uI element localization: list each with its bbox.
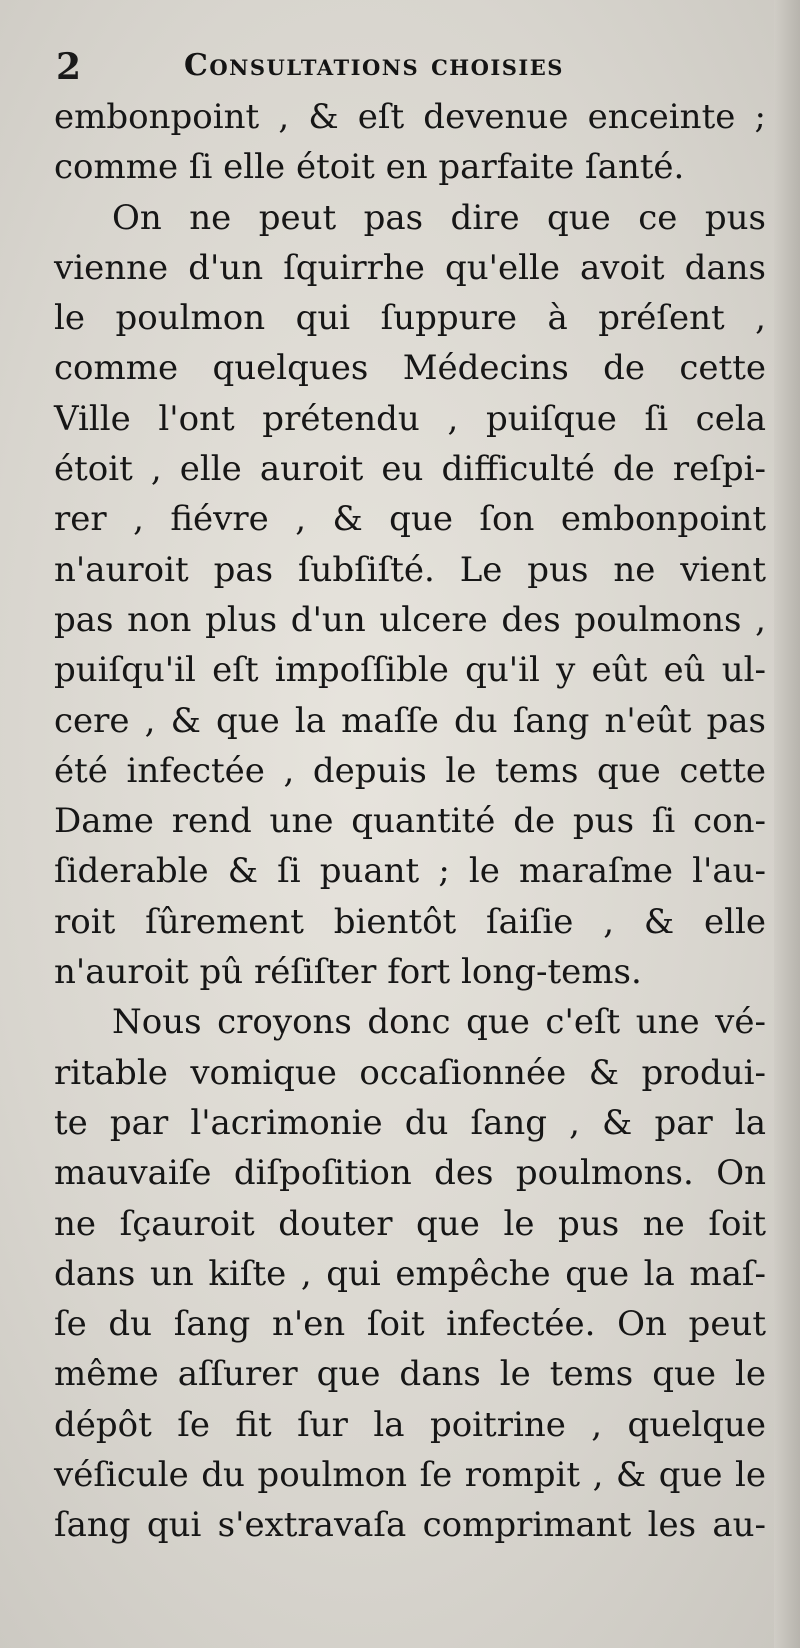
text-line: ſang qui s'extravaſa comprimant les au-: [54, 1505, 766, 1546]
text-line: On ne peut pas dire que ce pus: [112, 197, 766, 238]
text-line: rer , fiévre , & que ſon embonpoint: [54, 499, 766, 540]
text-line: puiſqu'il eſt impoſſible qu'il y eût eû ul-: [54, 650, 766, 691]
text-line: ſiderable & ſi puant ; le maraſme l'au-: [54, 851, 766, 892]
text-line: Dame rend une quantité de pus ſi con-: [54, 801, 766, 842]
text-line: roit ſûrement bientôt ſaiſie , & elle: [54, 901, 766, 942]
text-line: dans un kiſte , qui empêche que la maſ-: [54, 1253, 766, 1294]
text-line: Nous croyons donc que c'eſt une vé-: [112, 1002, 766, 1043]
text-line: été infectée , depuis le tems que cette: [54, 750, 766, 791]
text-line: ritable vomique occaſionnée & produi-: [54, 1052, 766, 1093]
text-line: véſicule du poulmon ſe rompit , & que le: [54, 1455, 766, 1496]
text-line: te par l'acrimonie du ſang , & par la: [54, 1102, 766, 1143]
text-line: cere , & que la maſſe du ſang n'eût pas: [54, 700, 766, 741]
body-text: [54, 92, 766, 1551]
text-line: embonpoint , & eſt devenue enceinte ;: [54, 97, 766, 137]
text-line: pas non plus d'un ulcere des poulmons ,: [54, 599, 766, 640]
page-edge-shadow: [774, 0, 800, 1648]
text-line: étoit , elle auroit eu difficulté de reſpi-: [54, 449, 766, 490]
text-line: comme quelques Médecins de cette: [54, 348, 766, 389]
text-line: Ville l'ont prétendu , puiſque ſi cela: [54, 398, 766, 439]
text-line: mauvaiſe diſpoſition des poulmons. On: [54, 1153, 766, 1194]
text-line: n'auroit pû réſiſter fort long-tems.: [54, 952, 642, 993]
text-line: dépôt ſe fit ſur la poitrine , quelque: [54, 1404, 766, 1445]
text-line: le poulmon qui ſuppure à préſent ,: [54, 298, 766, 339]
page-number: 2: [56, 46, 82, 88]
text-line: n'auroit pas ſubſiſté. Le pus ne vient: [54, 549, 766, 590]
text-line: ſe du ſang n'en ſoit infectée. On peut: [54, 1304, 766, 1345]
text-line: même aſſurer que dans le tems que le: [54, 1354, 766, 1395]
text-line: comme ſi elle étoit en parfaite ſanté.: [54, 147, 685, 188]
text-line: ne ſçauroit douter que le pus ne ſoit: [54, 1203, 766, 1244]
running-head: Consultations choisies: [184, 48, 564, 83]
page-header: [50, 42, 764, 98]
text-line: vienne d'un ſquirrhe qu'elle avoit dans: [54, 247, 766, 288]
